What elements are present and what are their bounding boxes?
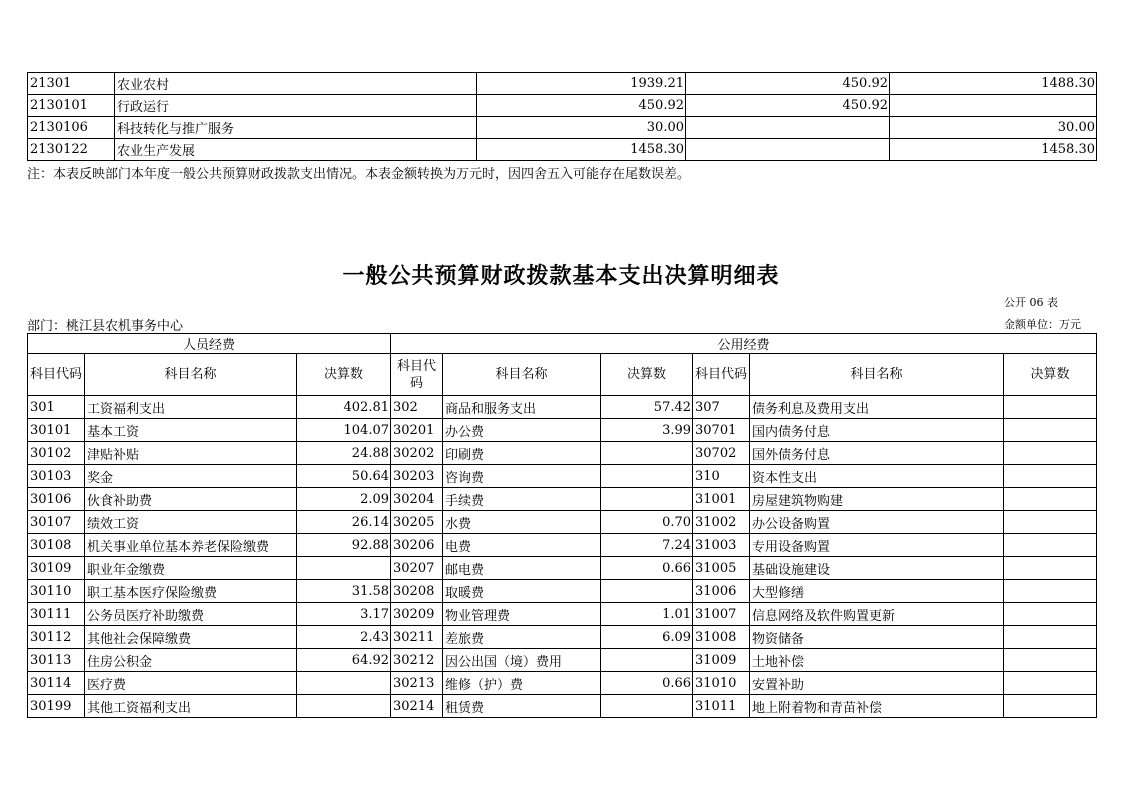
basic-expenditure-detail-table <box>27 333 1097 718</box>
col-header-name: 科目名称 <box>750 354 1004 396</box>
expenditure-summary-table <box>27 72 1097 161</box>
personnel-code-cell: 30109 <box>28 557 85 580</box>
personnel-name-cell: 公务员医疗补助缴费 <box>85 603 297 626</box>
capital-amount-cell <box>1004 695 1097 718</box>
table-row <box>28 396 1097 419</box>
personnel-name-cell: 职工基本医疗保险缴费 <box>85 580 297 603</box>
goods-services-amount-cell <box>601 695 693 718</box>
expenditure-summary-body <box>28 73 1097 161</box>
capital-name-cell: 地上附着物和青苗补偿 <box>750 695 1004 718</box>
capital-name-cell: 房屋建筑物购建 <box>750 488 1004 511</box>
personnel-name-cell: 奖金 <box>85 465 297 488</box>
table-note: 注：本表反映部门本年度一般公共预算财政拨款支出情况。本表金额转换为万元时，因四舍五入可能存在尾数误差。 <box>27 167 691 182</box>
personnel-amount-cell: 26.14 <box>297 511 391 534</box>
subject-code-cell: 2130101 <box>28 95 115 117</box>
goods-services-name-cell: 邮电费 <box>443 557 601 580</box>
table-row <box>28 73 1097 95</box>
project-expenditure-cell <box>890 95 1097 117</box>
goods-services-name-cell: 办公费 <box>443 419 601 442</box>
goods-services-code-cell: 30206 <box>391 534 443 557</box>
goods-services-amount-cell: 3.99 <box>601 419 693 442</box>
personnel-code-cell: 30112 <box>28 626 85 649</box>
goods-services-name-cell: 咨询费 <box>443 465 601 488</box>
capital-name-cell: 信息网络及软件购置更新 <box>750 603 1004 626</box>
personnel-amount-cell: 31.58 <box>297 580 391 603</box>
goods-services-name-cell: 电费 <box>443 534 601 557</box>
goods-services-code-cell: 30209 <box>391 603 443 626</box>
capital-code-cell: 31011 <box>693 695 750 718</box>
goods-services-amount-cell: 6.09 <box>601 626 693 649</box>
project-expenditure-cell: 1488.30 <box>890 73 1097 95</box>
goods-services-name-cell: 租赁费 <box>443 695 601 718</box>
goods-services-amount-cell: 0.66 <box>601 672 693 695</box>
goods-services-code-cell: 30208 <box>391 580 443 603</box>
goods-services-code-cell: 30203 <box>391 465 443 488</box>
personnel-code-cell: 30110 <box>28 580 85 603</box>
personnel-code-cell: 301 <box>28 396 85 419</box>
subject-name-cell: 行政运行 <box>115 95 477 117</box>
goods-services-name-cell: 差旅费 <box>443 626 601 649</box>
personnel-amount-cell: 2.43 <box>297 626 391 649</box>
goods-services-amount-cell <box>601 580 693 603</box>
personnel-name-cell: 其他工资福利支出 <box>85 695 297 718</box>
col-header-amount: 决算数 <box>297 354 391 396</box>
capital-amount-cell <box>1004 649 1097 672</box>
personnel-amount-cell: 402.81 <box>297 396 391 419</box>
capital-amount-cell <box>1004 580 1097 603</box>
table-row <box>28 534 1097 557</box>
capital-name-cell: 土地补偿 <box>750 649 1004 672</box>
personnel-name-cell: 住房公积金 <box>85 649 297 672</box>
goods-services-name-cell: 印刷费 <box>443 442 601 465</box>
personnel-name-cell: 基本工资 <box>85 419 297 442</box>
basic-expenditure-cell: 450.92 <box>686 95 890 117</box>
goods-services-amount-cell <box>601 465 693 488</box>
col-header-code: 科目代码 <box>693 354 750 396</box>
personnel-amount-cell: 92.88 <box>297 534 391 557</box>
capital-amount-cell <box>1004 626 1097 649</box>
group-header-personnel: 人员经费 <box>28 334 391 354</box>
table-row <box>28 419 1097 442</box>
table-row <box>28 557 1097 580</box>
capital-name-cell: 物资储备 <box>750 626 1004 649</box>
table-row <box>28 139 1097 161</box>
capital-amount-cell <box>1004 672 1097 695</box>
personnel-amount-cell <box>297 557 391 580</box>
subject-name-cell: 科技转化与推广服务 <box>115 117 477 139</box>
capital-amount-cell <box>1004 534 1097 557</box>
personnel-amount-cell <box>297 672 391 695</box>
capital-amount-cell <box>1004 511 1097 534</box>
capital-name-cell: 国内债务付息 <box>750 419 1004 442</box>
goods-services-amount-cell: 0.66 <box>601 557 693 580</box>
goods-services-code-cell: 30211 <box>391 626 443 649</box>
table-row <box>28 603 1097 626</box>
amount-unit-label: 金额单位：万元 <box>1004 318 1081 331</box>
personnel-name-cell: 津贴补贴 <box>85 442 297 465</box>
capital-amount-cell <box>1004 442 1097 465</box>
personnel-amount-cell: 64.92 <box>297 649 391 672</box>
basic-expenditure-cell: 450.92 <box>686 73 890 95</box>
capital-name-cell: 办公设备购置 <box>750 511 1004 534</box>
personnel-name-cell: 机关事业单位基本养老保险缴费 <box>85 534 297 557</box>
capital-name-cell: 专用设备购置 <box>750 534 1004 557</box>
table-row <box>28 626 1097 649</box>
goods-services-code-cell: 30214 <box>391 695 443 718</box>
goods-services-amount-cell: 1.01 <box>601 603 693 626</box>
personnel-name-cell: 其他社会保障缴费 <box>85 626 297 649</box>
personnel-code-cell: 30199 <box>28 695 85 718</box>
capital-amount-cell <box>1004 419 1097 442</box>
col-header-amount: 决算数 <box>601 354 693 396</box>
capital-name-cell: 债务利息及费用支出 <box>750 396 1004 419</box>
personnel-amount-cell <box>297 695 391 718</box>
capital-amount-cell <box>1004 488 1097 511</box>
subject-code-cell: 2130122 <box>28 139 115 161</box>
capital-code-cell: 30701 <box>693 419 750 442</box>
goods-services-amount-cell <box>601 649 693 672</box>
capital-code-cell: 307 <box>693 396 750 419</box>
group-header-public: 公用经费 <box>391 334 1097 354</box>
table-row <box>28 695 1097 718</box>
personnel-name-cell: 医疗费 <box>85 672 297 695</box>
goods-services-name-cell: 商品和服务支出 <box>443 396 601 419</box>
personnel-name-cell: 绩效工资 <box>85 511 297 534</box>
col-header-name: 科目名称 <box>85 354 297 396</box>
goods-services-code-cell: 30212 <box>391 649 443 672</box>
table-row <box>28 511 1097 534</box>
capital-code-cell: 31010 <box>693 672 750 695</box>
form-code: 公开 06 表 <box>1004 296 1058 309</box>
capital-code-cell: 31003 <box>693 534 750 557</box>
capital-amount-cell <box>1004 557 1097 580</box>
basic-expenditure-detail-body <box>28 396 1097 718</box>
goods-services-name-cell: 水费 <box>443 511 601 534</box>
personnel-code-cell: 30102 <box>28 442 85 465</box>
goods-services-code-cell: 30205 <box>391 511 443 534</box>
capital-code-cell: 31009 <box>693 649 750 672</box>
goods-services-code-cell: 30213 <box>391 672 443 695</box>
subject-name-cell: 农业生产发展 <box>115 139 477 161</box>
table-row <box>28 580 1097 603</box>
personnel-code-cell: 30113 <box>28 649 85 672</box>
capital-amount-cell <box>1004 465 1097 488</box>
goods-services-code-cell: 302 <box>391 396 443 419</box>
project-expenditure-cell: 30.00 <box>890 117 1097 139</box>
personnel-name-cell: 工资福利支出 <box>85 396 297 419</box>
personnel-code-cell: 30106 <box>28 488 85 511</box>
goods-services-code-cell: 30207 <box>391 557 443 580</box>
personnel-code-cell: 30108 <box>28 534 85 557</box>
col-header-name: 科目名称 <box>443 354 601 396</box>
page-title: 一般公共预算财政拨款基本支出决算明细表 <box>342 263 780 289</box>
total-amount-cell: 450.92 <box>477 95 686 117</box>
basic-expenditure-cell <box>686 117 890 139</box>
goods-services-name-cell: 维修（护）费 <box>443 672 601 695</box>
personnel-code-cell: 30103 <box>28 465 85 488</box>
goods-services-amount-cell: 0.70 <box>601 511 693 534</box>
table-row <box>28 488 1097 511</box>
goods-services-name-cell: 手续费 <box>443 488 601 511</box>
table-row <box>28 442 1097 465</box>
capital-code-cell: 31007 <box>693 603 750 626</box>
col-header-amount: 决算数 <box>1004 354 1097 396</box>
table-row <box>28 672 1097 695</box>
personnel-amount-cell: 50.64 <box>297 465 391 488</box>
personnel-amount-cell: 2.09 <box>297 488 391 511</box>
personnel-amount-cell: 104.07 <box>297 419 391 442</box>
personnel-amount-cell: 24.88 <box>297 442 391 465</box>
personnel-name-cell: 职业年金缴费 <box>85 557 297 580</box>
basic-expenditure-cell <box>686 139 890 161</box>
capital-code-cell: 31005 <box>693 557 750 580</box>
capital-code-cell: 31008 <box>693 626 750 649</box>
goods-services-code-cell: 30204 <box>391 488 443 511</box>
goods-services-code-cell: 30202 <box>391 442 443 465</box>
goods-services-amount-cell: 7.24 <box>601 534 693 557</box>
project-expenditure-cell: 1458.30 <box>890 139 1097 161</box>
capital-code-cell: 30702 <box>693 442 750 465</box>
personnel-name-cell: 伙食补助费 <box>85 488 297 511</box>
goods-services-code-cell: 30201 <box>391 419 443 442</box>
capital-code-cell: 310 <box>693 465 750 488</box>
capital-name-cell: 基础设施建设 <box>750 557 1004 580</box>
personnel-code-cell: 30114 <box>28 672 85 695</box>
goods-services-name-cell: 取暖费 <box>443 580 601 603</box>
capital-name-cell: 安置补助 <box>750 672 1004 695</box>
personnel-code-cell: 30111 <box>28 603 85 626</box>
total-amount-cell: 1458.30 <box>477 139 686 161</box>
personnel-code-cell: 30101 <box>28 419 85 442</box>
goods-services-name-cell: 因公出国（境）费用 <box>443 649 601 672</box>
table-row <box>28 95 1097 117</box>
capital-code-cell: 31006 <box>693 580 750 603</box>
capital-code-cell: 31001 <box>693 488 750 511</box>
personnel-code-cell: 30107 <box>28 511 85 534</box>
col-header-code: 科目代码 <box>391 354 443 396</box>
total-amount-cell: 1939.21 <box>477 73 686 95</box>
capital-name-cell: 国外债务付息 <box>750 442 1004 465</box>
capital-amount-cell <box>1004 396 1097 419</box>
goods-services-amount-cell <box>601 442 693 465</box>
capital-amount-cell <box>1004 603 1097 626</box>
table-row <box>28 117 1097 139</box>
table-row <box>28 465 1097 488</box>
total-amount-cell: 30.00 <box>477 117 686 139</box>
subject-code-cell: 2130106 <box>28 117 115 139</box>
personnel-amount-cell: 3.17 <box>297 603 391 626</box>
capital-name-cell: 资本性支出 <box>750 465 1004 488</box>
goods-services-amount-cell: 57.42 <box>601 396 693 419</box>
capital-name-cell: 大型修缮 <box>750 580 1004 603</box>
capital-code-cell: 31002 <box>693 511 750 534</box>
col-header-code: 科目代码 <box>28 354 85 396</box>
goods-services-amount-cell <box>601 488 693 511</box>
subject-name-cell: 农业农村 <box>115 73 477 95</box>
department-label: 部门：桃江县农机事务中心 <box>27 319 184 334</box>
table-row <box>28 649 1097 672</box>
subject-code-cell: 21301 <box>28 73 115 95</box>
goods-services-name-cell: 物业管理费 <box>443 603 601 626</box>
